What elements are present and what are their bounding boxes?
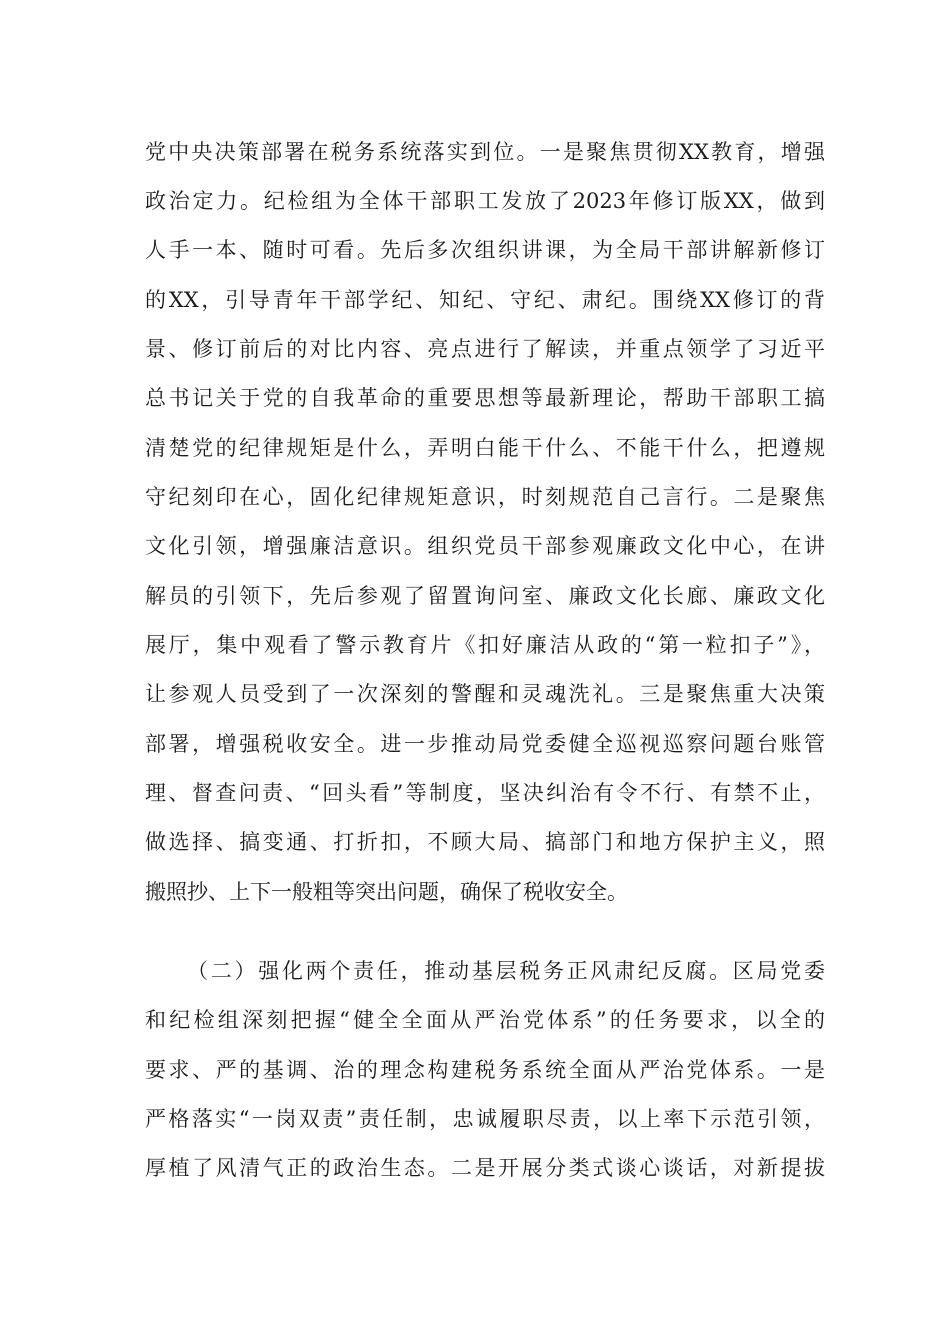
text-line: 人手一本、随时可看。先后多次组织讲课，为全局干部讲解新修订 bbox=[145, 238, 825, 262]
text-line: 党中央决策部署在税务系统落实到位。一是聚焦贯彻XX教育，增强 bbox=[145, 140, 825, 164]
text-line: 厚植了风清气正的政治生态。二是开展分类式谈心谈话，对新提拔 bbox=[145, 1156, 825, 1180]
text-line: 总书记关于党的自我革命的重要思想等最新理论，帮助干部职工搞 bbox=[145, 386, 825, 410]
text-line: 守纪刻印在心，固化纪律规矩意识，时刻规范自己言行。二是聚焦 bbox=[145, 485, 825, 509]
text-line: 的XX，引导青年干部学纪、知纪、守纪、肃纪。围绕XX修订的背 bbox=[145, 288, 825, 312]
text-line: 文化引领，增强廉洁意识。组织党员干部参观廉政文化中心，在讲 bbox=[145, 534, 825, 558]
text-line: 政治定力。纪检组为全体干部职工发放了2023年修订版XX，做到 bbox=[145, 189, 825, 213]
text-line: 展厅，集中观看了警示教育片《扣好廉洁从政的“第一粒扣子”》， bbox=[145, 633, 825, 657]
text-line: 让参观人员受到了一次深刻的警醒和灵魂洗礼。三是聚焦重大决策 bbox=[145, 682, 825, 706]
text-line: 部署，增强税收安全。进一步推动局党委健全巡视巡察问题台账管 bbox=[145, 732, 825, 756]
text-line: 清楚党的纪律规矩是什么，弄明白能干什么、不能干什么，把遵规 bbox=[145, 436, 825, 460]
text-line: 理、督查问责、“回头看”等制度，坚决纠治有令不行、有禁不止， bbox=[145, 781, 825, 805]
text-line: 严格落实“一岗双责”责任制，忠诚履职尽责，以上率下示范引领， bbox=[145, 1107, 825, 1131]
text-line: 要求、严的基调、治的理念构建税务系统全面从严治党体系。一是 bbox=[145, 1058, 825, 1082]
text-line: 景、修订前后的对比内容、亮点进行了解读，并重点领学了习近平 bbox=[145, 337, 825, 361]
text-line: 和纪检组深刻把握“健全全面从严治党体系”的任务要求，以全的 bbox=[145, 1008, 825, 1032]
text-line: 解员的引领下，先后参观了留置询问室、廉政文化长廊、廉政文化 bbox=[145, 584, 825, 608]
text-line: （二）强化两个责任，推动基层税务正风肃纪反腐。区局党委 bbox=[187, 959, 825, 983]
text-line: 做选择、搞变通、打折扣，不顾大局、搞部门和地方保护主义，照 bbox=[145, 830, 825, 854]
text-line: 搬照抄、上下一般粗等突出问题，确保了税收安全。 bbox=[145, 880, 628, 904]
